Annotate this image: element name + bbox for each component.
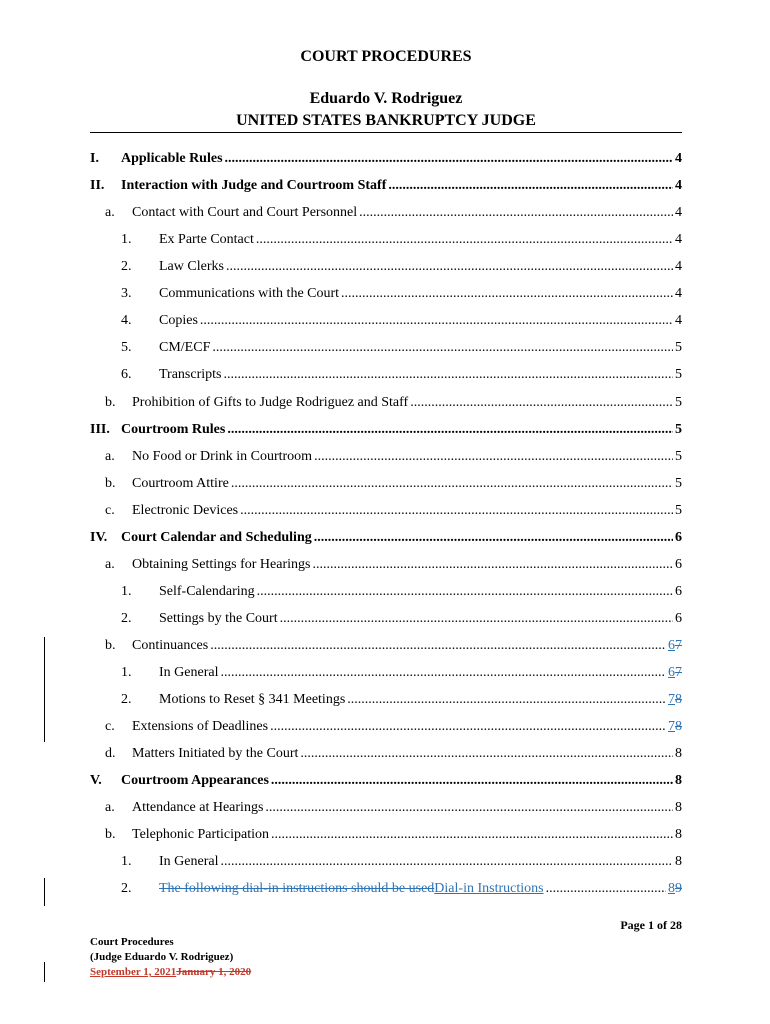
toc-number: V. [90,773,102,788]
toc-number: b. [105,827,116,842]
toc-label: Court Calendar and Scheduling [121,530,312,545]
toc-entry[interactable] [121,366,682,384]
toc-page: 4 [675,205,682,220]
toc-number: 3. [121,286,132,301]
page-deleted: 7 [675,638,682,653]
toc-entry[interactable] [90,529,682,547]
toc-number: 1. [121,665,132,680]
toc-leader [200,312,673,330]
toc-leader [280,610,673,628]
page-deleted: 8 [675,719,682,734]
toc-label: Self-Calendaring [159,584,255,599]
toc-label: Settings by the Court [159,611,278,626]
toc-leader [256,231,673,249]
toc-leader [341,285,673,303]
toc-page: 4 [675,286,682,301]
toc-label: Motions to Reset § 341 Meetings [159,692,346,707]
toc-entry[interactable] [105,448,682,466]
toc-label: Law Clerks [159,259,224,274]
date-deleted: January 1, 2020 [176,966,252,978]
toc-number: c. [105,719,115,734]
toc-page: 8 [675,827,682,842]
footer-line: Court Procedures [90,936,174,948]
toc-label: Attendance at Hearings [132,800,264,815]
toc-number: 4. [121,313,132,328]
toc-leader [257,583,673,601]
toc-leader [270,718,666,736]
toc-number: b. [105,395,116,410]
toc-page: 8 [675,854,682,869]
toc-number: a. [105,800,115,815]
toc-label: In General [159,854,219,869]
toc-entry[interactable] [90,177,682,195]
toc-leader [227,421,673,439]
toc-number: b. [105,476,116,491]
toc-page: 5 [675,367,682,382]
toc-number: a. [105,449,115,464]
page-deleted: 7 [675,665,682,680]
toc-number: 5. [121,340,132,355]
toc-leader [225,150,673,168]
toc-entry[interactable] [105,502,682,520]
toc-label: Communications with the Court [159,286,340,301]
toc-page: 6 [675,584,682,599]
toc-number: III. [90,422,110,437]
toc-entry[interactable] [105,556,682,574]
toc-entry[interactable] [105,637,682,655]
toc-number: 2. [121,881,132,896]
toc-entry[interactable] [105,394,682,412]
toc-leader [271,772,673,790]
toc-entry[interactable] [121,664,682,682]
toc-entry[interactable] [121,880,682,898]
toc-page: 5 [675,422,682,437]
toc-label: CM/ECF [159,340,211,355]
toc-number: 2. [121,259,132,274]
footer-date [90,965,251,980]
toc-entry[interactable] [121,610,682,628]
toc-label: Continuances [132,638,209,653]
toc-entry[interactable] [121,339,682,357]
toc-entry[interactable] [105,826,682,844]
toc-leader [314,448,673,466]
toc-entry[interactable] [121,231,682,249]
toc-entry[interactable] [105,475,682,493]
toc-number: 1. [121,232,132,247]
toc-leader [359,204,673,222]
toc-entry[interactable] [121,853,682,871]
toc-entry[interactable] [90,150,682,168]
toc-number: 2. [121,611,132,626]
title-rule [90,132,682,133]
toc-number: a. [105,557,115,572]
toc-label: No Food or Drink in Courtroom [132,449,313,464]
toc-number: d. [105,746,116,761]
toc-entry[interactable] [105,799,682,817]
page-inserted: 6 [668,665,675,680]
toc-page: 4 [675,259,682,274]
toc-entry[interactable] [90,772,682,790]
toc-entry[interactable] [121,258,682,276]
toc-page: 4 [675,178,682,193]
toc-entry[interactable] [105,718,682,736]
toc-leader [314,529,673,547]
toc-page: 5 [675,340,682,355]
toc-page [668,691,682,709]
page-inserted: 7 [668,692,675,707]
toc-label: Matters Initiated by the Court [132,746,299,761]
page-deleted: 9 [675,881,682,896]
toc-label: Contact with Court and Court Personnel [132,205,358,220]
judge-name: Eduardo V. Rodriguez [309,90,463,107]
toc-leader [231,475,673,493]
toc-label: Extensions of Deadlines [132,719,269,734]
toc-entry[interactable] [121,312,682,330]
toc-leader [240,502,673,520]
toc-page: 6 [675,611,682,626]
toc-label [159,880,544,898]
toc-leader [224,366,674,384]
toc-page: 8 [675,773,682,788]
toc-page: 5 [675,503,682,518]
toc-leader [300,745,673,763]
date-inserted: September 1, 2021 [90,966,177,978]
label-deleted: The following dial-in instructions should be used [159,881,435,896]
toc-label: Prohibition of Gifts to Judge Rodriguez and Staff [132,395,409,410]
toc-leader [271,826,673,844]
change-bar [44,878,45,906]
toc-page: 4 [675,313,682,328]
toc-leader [347,691,666,709]
toc-label: Copies [159,313,198,328]
toc-label: Ex Parte Contact [159,232,254,247]
toc-page: 4 [675,151,682,166]
label-inserted: Dial-in Instructions [434,881,544,896]
toc-page: 5 [675,395,682,410]
document-title: COURT PROCEDURES [300,48,472,65]
toc-leader [212,339,673,357]
toc-page: 4 [675,232,682,247]
toc-label: Electronic Devices [132,503,239,518]
toc-page: 5 [675,476,682,491]
toc-entry[interactable] [105,204,682,222]
toc-number: 2. [121,692,132,707]
page-inserted: 7 [668,719,675,734]
toc-label: Interaction with Judge and Courtroom Staff [121,178,387,193]
toc-label: Courtroom Appearances [121,773,269,788]
judge-title: UNITED STATES BANKRUPTCY JUDGE [236,112,536,129]
toc-leader [410,394,673,412]
toc-leader [210,637,666,655]
toc-number: a. [105,205,115,220]
toc-leader [546,880,666,898]
toc-page [668,880,682,898]
toc-number: c. [105,503,115,518]
toc-page: 6 [675,557,682,572]
toc-label: Courtroom Rules [121,422,226,437]
change-bar [44,962,45,982]
toc-page [668,637,682,655]
toc-label: Telephonic Participation [132,827,270,842]
toc-number: II. [90,178,105,193]
toc-page [668,664,682,682]
toc-number: IV. [90,530,108,545]
footer-line: (Judge Eduardo V. Rodriguez) [90,951,234,963]
toc-leader [226,258,673,276]
toc-number: I. [90,151,99,166]
toc-number: 1. [121,854,132,869]
toc-entry[interactable] [121,583,682,601]
toc-entry[interactable] [105,745,682,763]
toc-entry[interactable] [90,421,682,439]
page-inserted: 6 [668,638,675,653]
toc-entry[interactable] [121,691,682,709]
toc-label: Transcripts [159,367,222,382]
toc-entry[interactable] [121,285,682,303]
toc-leader [312,556,673,574]
toc-label: Courtroom Attire [132,476,229,491]
toc-number: 6. [121,367,132,382]
page-inserted: 8 [668,881,675,896]
toc-page: 8 [675,800,682,815]
page-footer [90,935,251,980]
toc-leader [265,799,673,817]
toc-page: 8 [675,746,682,761]
toc-label: Applicable Rules [121,151,223,166]
toc-page [668,718,682,736]
toc-number: b. [105,638,116,653]
change-bar [44,637,45,742]
page-number: Page 1 of 28 [620,918,682,932]
toc-page: 6 [675,530,682,545]
toc-page: 5 [675,449,682,464]
toc-leader [220,853,673,871]
toc-label: Obtaining Settings for Hearings [132,557,311,572]
toc-leader [388,177,673,195]
page-deleted: 8 [675,692,682,707]
toc-leader [220,664,666,682]
toc-label: In General [159,665,219,680]
toc-number: 1. [121,584,132,599]
